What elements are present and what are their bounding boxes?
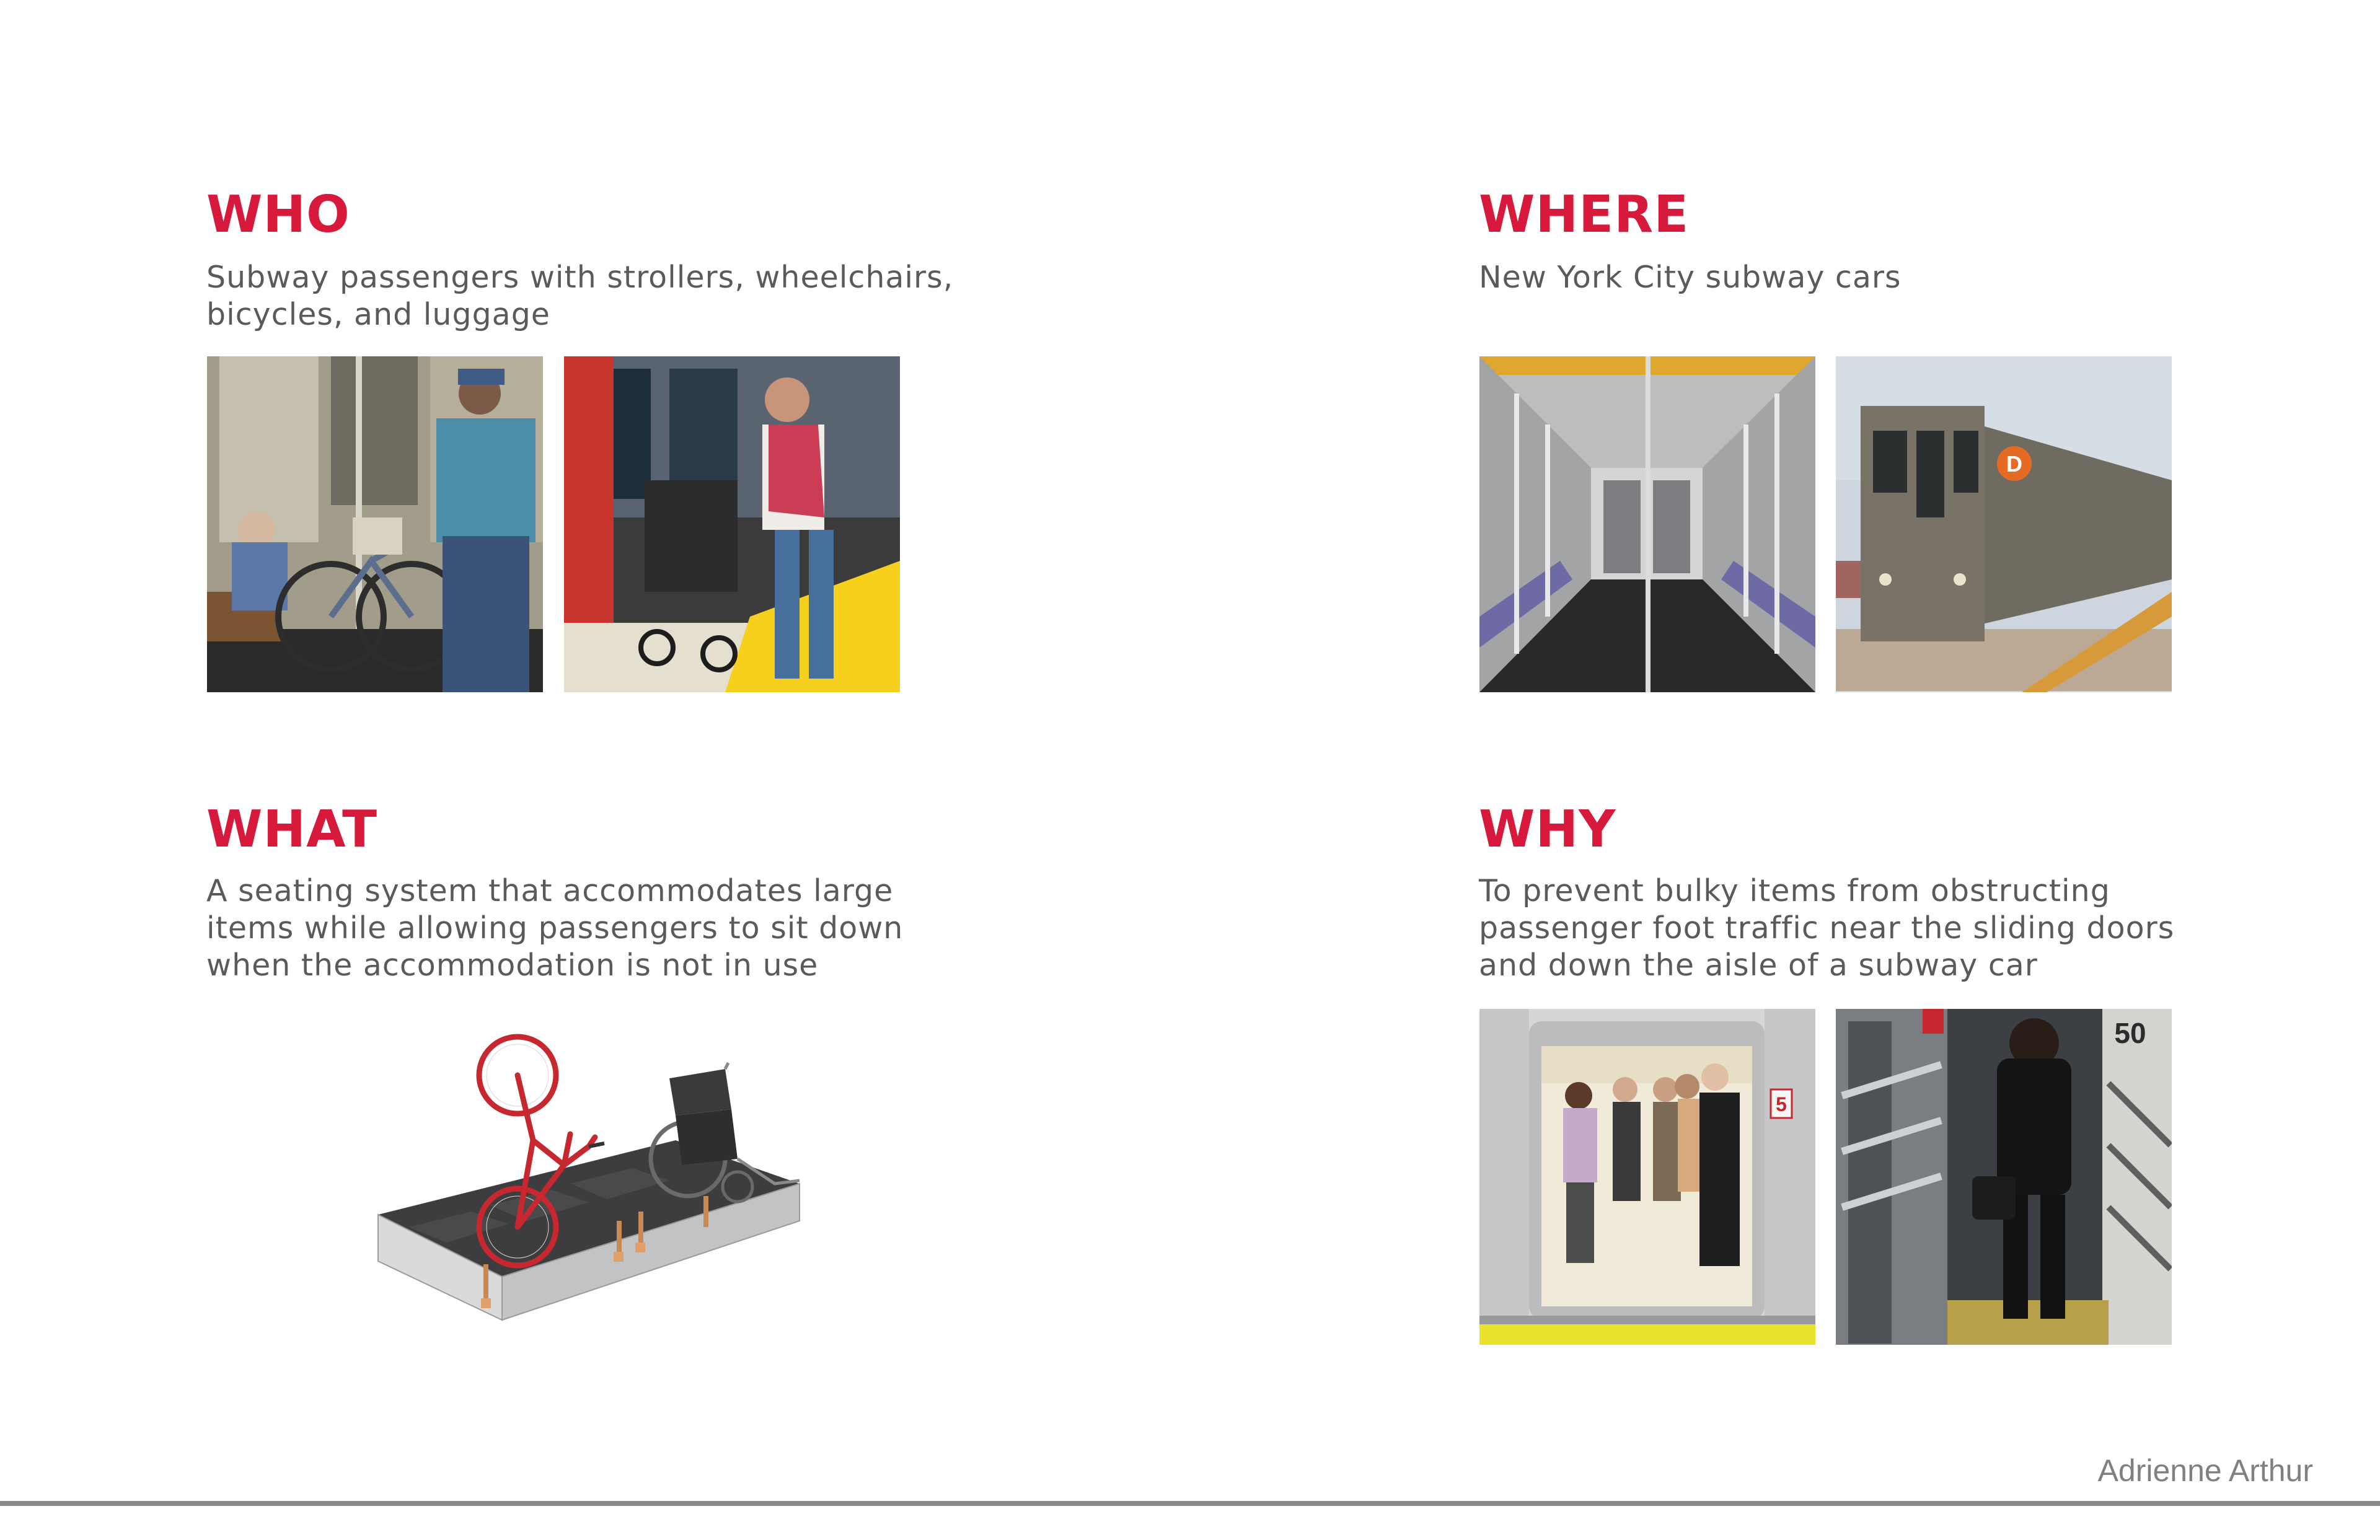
what-line-3: when the accommodation is not in use — [206, 948, 819, 983]
author-name: Adrienne Arthur — [2097, 1453, 2313, 1488]
what-line-2: items while allowing passengers to sit down — [206, 910, 904, 946]
what-line-1: A seating system that accommodates large — [206, 873, 894, 909]
why-line-2: passenger foot traffic near the sliding doors — [1479, 910, 2175, 946]
car-number: 5 — [1776, 1093, 1787, 1115]
who-description — [206, 259, 953, 333]
station-sign: 50 — [2114, 1017, 2146, 1049]
why-line-1: To prevent bulky items from obstructing — [1479, 873, 2110, 909]
d-train-badge: D — [2006, 451, 2022, 477]
who-line-1: Subway passengers with strollers, wheelchairs, — [206, 260, 954, 295]
why-heading: WHY — [1479, 800, 1616, 859]
what-description — [206, 873, 903, 984]
photo-crowded-subway-doorway — [1479, 1009, 1815, 1345]
what-heading: WHAT — [206, 800, 378, 859]
footer-divider — [0, 1501, 2380, 1506]
where-line-1: New York City subway cars — [1479, 260, 1902, 295]
where-heading: WHERE — [1479, 185, 1690, 244]
photo-bicycles-in-subway-car — [207, 356, 543, 692]
where-description — [1479, 259, 1902, 296]
why-description — [1479, 873, 2174, 984]
who-line-2: bicycles, and luggage — [206, 297, 550, 332]
photo-stroller-boarding — [564, 356, 900, 692]
seating-system-render — [366, 1016, 837, 1326]
who-heading: WHO — [206, 185, 350, 244]
photo-d-train-at-platform — [1836, 356, 2172, 692]
photo-subway-car-interior — [1479, 356, 1815, 692]
photo-passenger-boarding — [1836, 1009, 2172, 1345]
why-line-3: and down the aisle of a subway car — [1479, 948, 2038, 983]
